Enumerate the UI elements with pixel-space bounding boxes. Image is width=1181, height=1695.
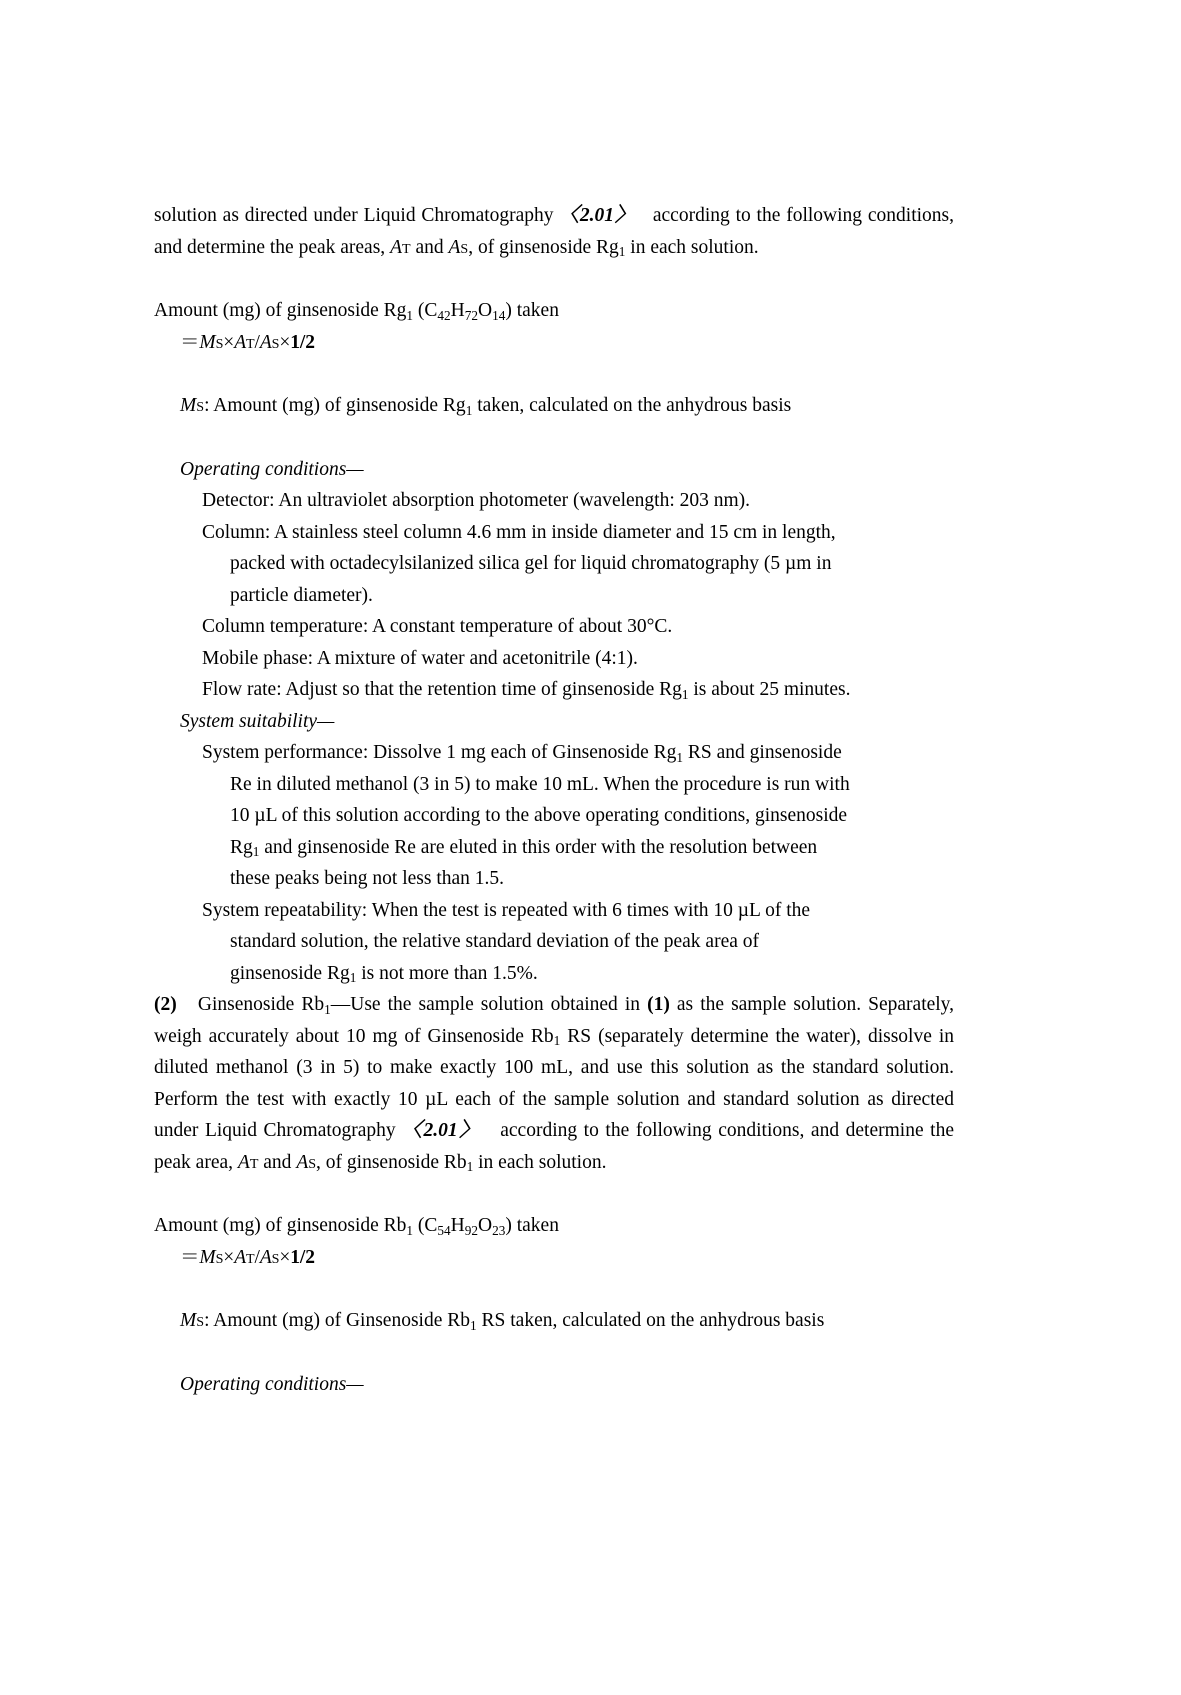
heading-operating-conditions-1: Operating conditions— xyxy=(180,458,364,480)
formula1-factor: 1/2 xyxy=(290,331,315,353)
system-performance-line3: 10 µL of this solution according to the above operating conditions, ginsenoside xyxy=(230,805,848,826)
formula2-head-d: H xyxy=(450,1215,465,1236)
section-2-ref-one: (1) xyxy=(647,994,670,1015)
system-repeatability-line2: standard solution, the relative standard deviation of the peak area of xyxy=(230,931,760,952)
formula1-head-b: (C xyxy=(417,300,438,321)
formula1-head-d: H xyxy=(450,300,465,321)
variable-as: A xyxy=(448,236,461,258)
section-2-line2-sub: 1 xyxy=(553,1033,561,1049)
section-2-title-sub: 1 xyxy=(324,1001,331,1017)
formula1-at-sub: T xyxy=(246,335,255,352)
formula-1-equation xyxy=(154,327,954,361)
section-2-variable-at-sub: T xyxy=(249,1155,259,1172)
condition-detector xyxy=(154,485,954,517)
section-2-title-a: Ginsenoside Rb xyxy=(197,994,325,1015)
section-2-title-c: as the sample solution. xyxy=(676,994,862,1015)
variable-as-subscript: S xyxy=(460,240,469,257)
formula-1-definition xyxy=(154,390,954,424)
para1-text-a: solution as directed under Liquid Chromatography xyxy=(154,205,554,226)
formula1-c42: 42 xyxy=(437,307,451,323)
section-2-reference-2-01: 〈2.01〉 xyxy=(402,1120,481,1141)
condition-flow-rate-sub: 1 xyxy=(681,686,689,702)
paragraph-section-2 xyxy=(154,989,954,1180)
formula1-o14: 14 xyxy=(492,307,506,323)
formula2-as-sub: S xyxy=(271,1250,280,1267)
spacer xyxy=(154,360,954,390)
condition-mobile-phase-label: Mobile phase xyxy=(202,647,308,669)
section-2-line2-b: RS (separately xyxy=(567,1025,684,1047)
system-performance-line1-b: RS and ginsenoside xyxy=(687,742,842,763)
formula-1-heading xyxy=(154,295,954,327)
formula2-head-b: (C xyxy=(417,1215,438,1236)
section-2-line7-b: , of ginsenoside Rb xyxy=(316,1151,467,1173)
condition-column-text: : A stainless steel column 4.6 mm in inside diameter and 15 cm in length, xyxy=(264,521,836,543)
formula1-as: A xyxy=(259,331,272,353)
para1-text-b: according to the following xyxy=(652,205,863,226)
section-2-line6-b: according to the following conditions, and determine the xyxy=(500,1120,955,1141)
definition2-text-a: : Amount (mg) of Ginsenoside Rb xyxy=(204,1310,471,1331)
condition-column xyxy=(154,517,954,612)
condition-flow-rate-label: Flow rate xyxy=(202,679,277,700)
formula2-as: A xyxy=(259,1246,272,1268)
formula1-head-e: O xyxy=(478,300,493,321)
definition2-ms: M xyxy=(180,1310,197,1331)
formula2-slash: / xyxy=(254,1246,260,1268)
formula2-head-e: O xyxy=(478,1215,493,1236)
spacer xyxy=(154,424,954,454)
formula1-ms: M xyxy=(199,331,216,353)
condition-column-label: Column xyxy=(202,521,265,543)
para1-text-d: , of ginsenoside Rg xyxy=(468,236,619,258)
formula2-c54: 54 xyxy=(437,1222,451,1238)
system-performance-label: System performance xyxy=(202,742,363,763)
variable-at-subscript: T xyxy=(401,240,411,257)
paragraph-continuation xyxy=(154,200,954,265)
system-performance-line4 xyxy=(202,832,954,864)
system-performance-line5: these peaks being not less than 1.5. xyxy=(230,868,505,889)
system-performance-sub-1: 1 xyxy=(676,749,684,765)
section-2-number: (2) xyxy=(154,994,177,1015)
formula2-head-a: Amount (mg) of ginsenoside Rb xyxy=(154,1215,407,1236)
formula2-o23: 23 xyxy=(492,1222,506,1238)
section-2-line6-a: Chromatography xyxy=(263,1120,396,1141)
condition-detector-label: Detector xyxy=(202,490,270,511)
formula-2-equation xyxy=(154,1242,954,1276)
definition1-sub: 1 xyxy=(465,402,473,418)
formula2-ms-sub: S xyxy=(215,1250,224,1267)
system-performance-line2: Re in diluted methanol (3 in 5) to make 10 mL. When the procedure is run with xyxy=(230,773,850,795)
section-2-and: and xyxy=(263,1151,292,1173)
condition-flow-rate-text-a: : Adjust so that the retention time of ginsenoside Rg xyxy=(276,679,682,700)
definition1-text-a: : Amount (mg) of ginsenoside Rg xyxy=(204,395,466,416)
system-repeatability-line3 xyxy=(202,958,954,990)
definition1-text-b: taken, calculated on the anhydrous basis xyxy=(477,395,792,416)
para1-text-f: solution. xyxy=(690,236,759,258)
system-performance-sub-2: 1 xyxy=(252,844,260,860)
page-sheet xyxy=(113,78,1068,1618)
definition1-ms: M xyxy=(180,395,197,416)
spacer xyxy=(154,265,954,295)
formula2-multiply-2: × xyxy=(279,1246,291,1268)
system-repeatability-sub: 1 xyxy=(349,970,357,986)
formula2-ms: M xyxy=(199,1246,216,1268)
condition-flow-rate-text-b: is about 25 minutes. xyxy=(693,679,851,700)
system-performance-line4-b: and ginsenoside Re are eluted in this order with the resolution between xyxy=(264,836,818,858)
formula1-multiply-1: × xyxy=(223,331,235,353)
para1-text-c: conditions, and determine the peak areas, xyxy=(154,205,954,258)
formula-2-heading xyxy=(154,1210,954,1242)
page-content xyxy=(154,200,954,1400)
section-2-line7-sub: 1 xyxy=(466,1159,474,1175)
formula1-equals: ＝ xyxy=(180,331,200,353)
formula1-head-sub: 1 xyxy=(406,307,414,323)
system-repeatability xyxy=(154,895,954,990)
formula1-head-f: ) taken xyxy=(505,300,559,321)
section-2-line2-a: Separately, weigh accurately about 10 mg of Ginsenoside Rb xyxy=(154,994,955,1047)
section-2-line5: each of the sample solution and standard solution as directed under Liquid xyxy=(154,1088,955,1141)
condition-column-cont-1: packed with octadecylsilanized silica gel for liquid chromatography (5 µm in xyxy=(230,553,832,574)
section-2-title-b: —Use the sample solution obtained in xyxy=(330,994,641,1015)
formula-2-definition xyxy=(154,1305,954,1339)
formula2-multiply-1: × xyxy=(223,1246,235,1268)
formula2-at: A xyxy=(234,1246,246,1268)
formula1-multiply-2: × xyxy=(279,331,291,353)
system-performance-line4-a: Rg xyxy=(230,836,253,858)
variable-at: A xyxy=(390,236,402,258)
section-2-line3: determine the water), dissolve in diluted methanol (3 in 5) to make exactly 100 mL, xyxy=(154,1025,955,1078)
formula1-ms-sub: S xyxy=(215,335,224,352)
definition1-ms-sub: S xyxy=(196,399,205,415)
definition2-text-b: RS taken, calculated on the anhydrous basis xyxy=(481,1310,825,1331)
definition2-ms-sub: S xyxy=(196,1314,205,1330)
system-repeatability-line3-b: is not more than 1.5%. xyxy=(361,962,538,984)
formula1-h72: 72 xyxy=(464,307,478,323)
section-2-variable-at: A xyxy=(237,1151,250,1173)
spacer xyxy=(154,1180,954,1210)
system-repeatability-line1: : When the test is repeated with 6 times with 10 µL of the xyxy=(361,899,811,921)
condition-column-temperature xyxy=(154,611,954,643)
condition-mobile-phase-text: : A mixture of water and acetonitrile (4:1). xyxy=(307,647,638,669)
formula2-head-sub: 1 xyxy=(406,1222,414,1238)
system-repeatability-line3-a: ginsenoside Rg xyxy=(230,962,350,984)
condition-column-temperature-label: Column temperature xyxy=(202,616,363,637)
condition-column-cont-2: particle diameter). xyxy=(230,584,373,606)
heading-operating-conditions-2: Operating conditions— xyxy=(180,1373,364,1395)
formula2-head-f: ) taken xyxy=(505,1215,559,1236)
condition-mobile-phase xyxy=(154,643,954,675)
section-2-variable-as: A xyxy=(296,1151,309,1173)
formula2-factor: 1/2 xyxy=(290,1246,315,1268)
para1-and: and xyxy=(415,236,444,258)
formula2-at-sub: T xyxy=(246,1250,255,1267)
formula2-h92: 92 xyxy=(464,1222,478,1238)
spacer xyxy=(154,1339,954,1369)
formula2-equals: ＝ xyxy=(180,1246,200,1268)
section-2-line7-c: in each solution. xyxy=(478,1151,607,1173)
system-repeatability-label: System repeatability xyxy=(202,899,362,921)
reference-2-01: 〈2.01〉 xyxy=(559,205,636,226)
para1-text-e: in each xyxy=(630,236,687,258)
condition-column-temperature-text: : A constant temperature of about 30°C. xyxy=(362,616,673,637)
formula1-as-sub: S xyxy=(271,335,280,352)
formula1-slash: / xyxy=(254,331,260,353)
system-performance-line1-a: : Dissolve 1 mg each of Ginsenoside Rg xyxy=(362,742,677,763)
definition2-sub: 1 xyxy=(470,1317,477,1333)
spacer xyxy=(154,1275,954,1305)
section-2-line4: and use this solution as the standard solution. Perform the test with exactly 10 µL xyxy=(154,1057,955,1110)
section-2-variable-as-sub: S xyxy=(308,1155,317,1172)
heading-system-suitability-1: System suitability— xyxy=(180,710,335,732)
rg-subscript: 1 xyxy=(618,244,626,260)
condition-detector-text: : An ultraviolet absorption photometer (wavelength: 203 nm). xyxy=(269,490,751,511)
system-performance xyxy=(154,737,954,895)
formula1-at: A xyxy=(234,331,246,353)
section-2-line7-a: peak area, xyxy=(154,1151,234,1173)
formula1-head-a: Amount (mg) of ginsenoside Rg xyxy=(154,300,407,321)
condition-flow-rate xyxy=(154,674,954,706)
